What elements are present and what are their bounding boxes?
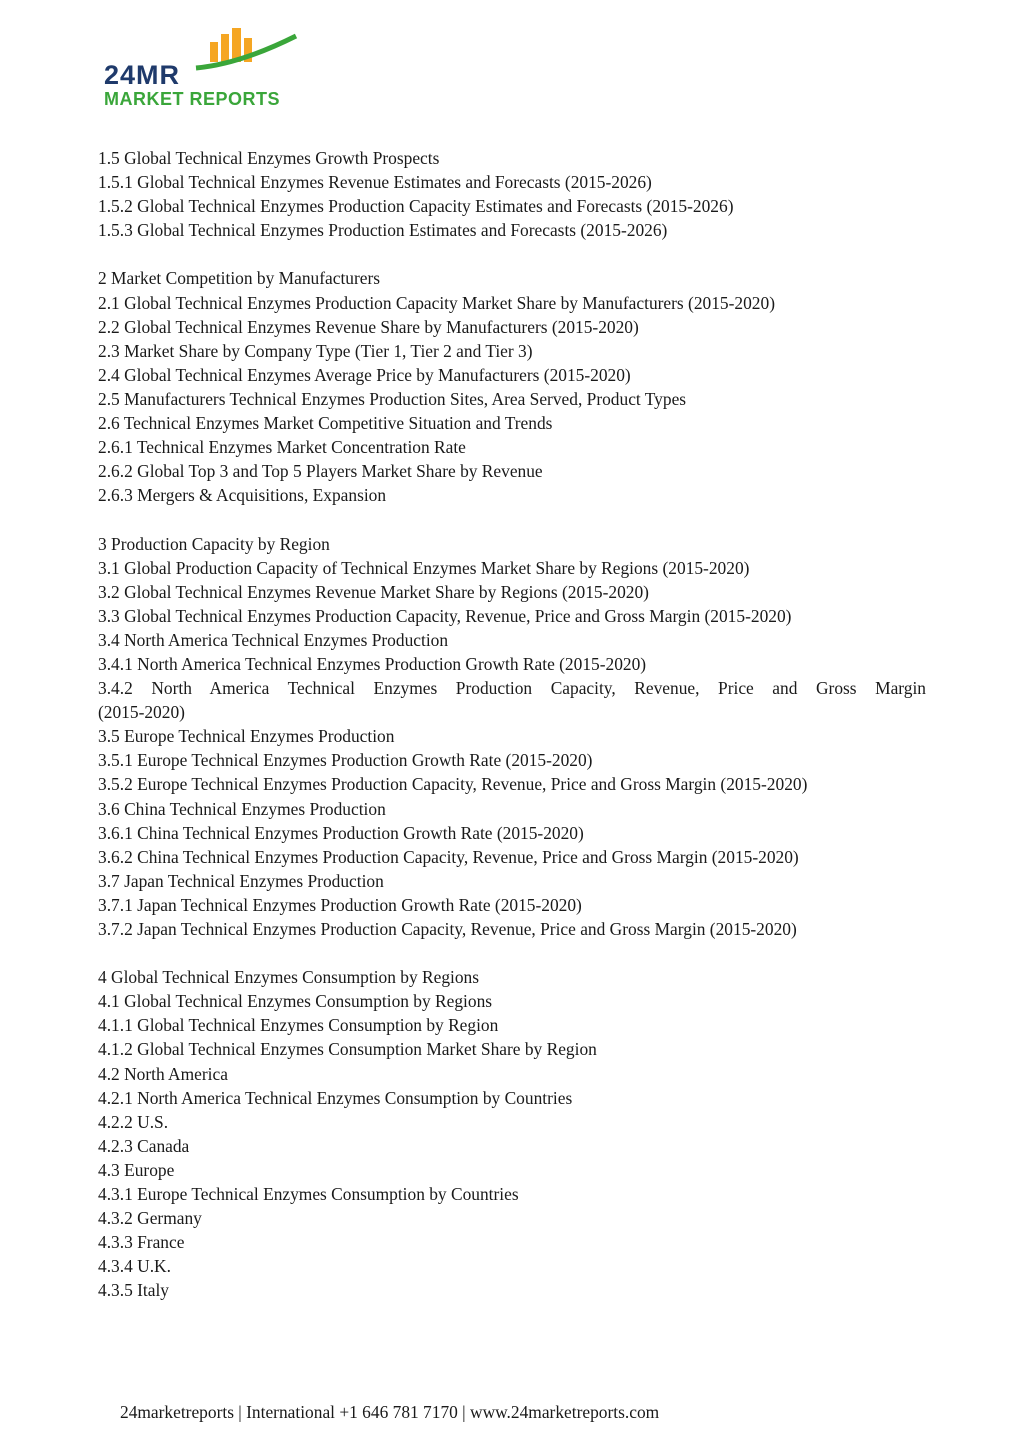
toc-section-3 <box>98 532 926 677</box>
table-of-contents <box>98 146 926 1303</box>
toc-section-3-continued <box>98 724 926 941</box>
logo-bar-2 <box>221 34 229 62</box>
toc-entry: 1.5 Global Technical Enzymes Growth Prospects <box>98 148 440 168</box>
toc-entry: 2.6 Technical Enzymes Market Competitive Situation and Trends <box>98 413 553 434</box>
toc-entry: 1.5.1 Global Technical Enzymes Revenue Estimates and Forecasts (2015-2026) <box>98 172 652 193</box>
toc-entry: 3.1 Global Production Capacity of Technical Enzymes Market Share by Regions (2015-2020) <box>98 557 750 578</box>
toc-entry: 4.3.4 U.K. <box>98 1256 171 1277</box>
toc-entry: 4.1.2 Global Technical Enzymes Consumption Market Share by Region <box>98 1039 597 1060</box>
toc-entry: 3.6.2 China Technical Enzymes Production Capacity, Revenue, Price and Gross Margin (2015-2020) <box>98 846 799 867</box>
toc-entry: 2.5 Manufacturers Technical Enzymes Production Sites, Area Served, Product Types <box>98 388 687 409</box>
toc-entry: 2.6.3 Mergers & Acquisitions, Expansion <box>98 485 387 506</box>
logo-bar-1 <box>210 42 218 62</box>
toc-entry: 2 Market Competition by Manufacturers <box>98 268 381 289</box>
toc-entry: 3.5.1 Europe Technical Enzymes Production Growth Rate (2015-2020) <box>98 750 593 771</box>
toc-entry: 2.6.2 Global Top 3 and Top 5 Players Market Share by Revenue <box>98 461 543 482</box>
toc-entry: 3.5 Europe Technical Enzymes Production <box>98 726 395 747</box>
toc-entry: 3.5.2 Europe Technical Enzymes Production Capacity, Revenue, Price and Gross Margin (2015-2020) <box>98 774 808 795</box>
logo-top-text: 24MR <box>104 60 181 90</box>
toc-entry: 3.7.1 Japan Technical Enzymes Production Growth Rate (2015-2020) <box>98 894 582 915</box>
toc-entry: 4.2.1 North America Technical Enzymes Consumption by Countries <box>98 1087 573 1108</box>
toc-section-1 <box>98 146 926 242</box>
toc-entry: 4 Global Technical Enzymes Consumption by Regions <box>98 967 480 988</box>
toc-entry: 4.3.2 Germany <box>98 1208 202 1229</box>
toc-entry: 4.3.5 Italy <box>98 1280 169 1301</box>
toc-entry: 3.7 Japan Technical Enzymes Production <box>98 870 384 891</box>
toc-entry: 4.3 Europe <box>98 1159 175 1180</box>
toc-entry-wrapped <box>98 676 926 724</box>
toc-entry-wrapped-line2: (2015-2020) <box>98 702 185 723</box>
company-logo <box>100 28 310 110</box>
toc-entry-wrapped-line1: 3.4.2 North America Technical Enzymes Production Capacity, Revenue, Price and Gross Margin <box>98 678 926 699</box>
toc-entry: 3.6.1 China Technical Enzymes Production Growth Rate (2015-2020) <box>98 822 584 843</box>
toc-entry: 3.7.2 Japan Technical Enzymes Production Capacity, Revenue, Price and Gross Margin (2015-2020) <box>98 919 797 939</box>
toc-entry: 3.4 North America Technical Enzymes Production <box>98 629 449 650</box>
toc-entry: 3.6 China Technical Enzymes Production <box>98 798 386 819</box>
toc-entry: 4.2.3 Canada <box>98 1135 190 1156</box>
toc-entry: 3.4.1 North America Technical Enzymes Production Growth Rate (2015-2020) <box>98 653 647 674</box>
page-footer: 24marketreports | International +1 646 781 7170 | www.24marketreports.com <box>120 1402 660 1422</box>
toc-entry: 2.6.1 Technical Enzymes Market Concentration Rate <box>98 437 466 458</box>
toc-section-2 <box>98 266 926 507</box>
toc-entry: 4.3.3 France <box>98 1232 185 1253</box>
toc-entry: 2.2 Global Technical Enzymes Revenue Share by Manufacturers (2015-2020) <box>98 316 639 337</box>
toc-entry: 3.2 Global Technical Enzymes Revenue Market Share by Regions (2015-2020) <box>98 581 649 602</box>
toc-entry: 3.3 Global Technical Enzymes Production Capacity, Revenue, Price and Gross Margin (2015-2020) <box>98 605 792 626</box>
toc-entry: 1.5.2 Global Technical Enzymes Production Capacity Estimates and Forecasts (2015-2026) <box>98 196 734 217</box>
toc-entry: 2.3 Market Share by Company Type (Tier 1, Tier 2 and Tier 3) <box>98 340 533 361</box>
toc-entry: 4.1 Global Technical Enzymes Consumption by Regions <box>98 991 493 1012</box>
toc-entry: 2.4 Global Technical Enzymes Average Price by Manufacturers (2015-2020) <box>98 364 631 385</box>
toc-section-4 <box>98 965 926 1302</box>
toc-entry: 2.1 Global Technical Enzymes Production Capacity Market Share by Manufacturers (2015-2020) <box>98 292 775 313</box>
toc-entry: 1.5.3 Global Technical Enzymes Production Estimates and Forecasts (2015-2026) <box>98 220 668 241</box>
toc-entry: 4.3.1 Europe Technical Enzymes Consumption by Countries <box>98 1184 519 1205</box>
toc-entry: 4.2.2 U.S. <box>98 1111 169 1132</box>
toc-entry: 3 Production Capacity by Region <box>98 533 330 554</box>
toc-entry: 4.2 North America <box>98 1063 228 1084</box>
toc-entry: 4.1.1 Global Technical Enzymes Consumption by Region <box>98 1015 499 1036</box>
logo-bottom-text: MARKET REPORTS <box>104 89 281 109</box>
